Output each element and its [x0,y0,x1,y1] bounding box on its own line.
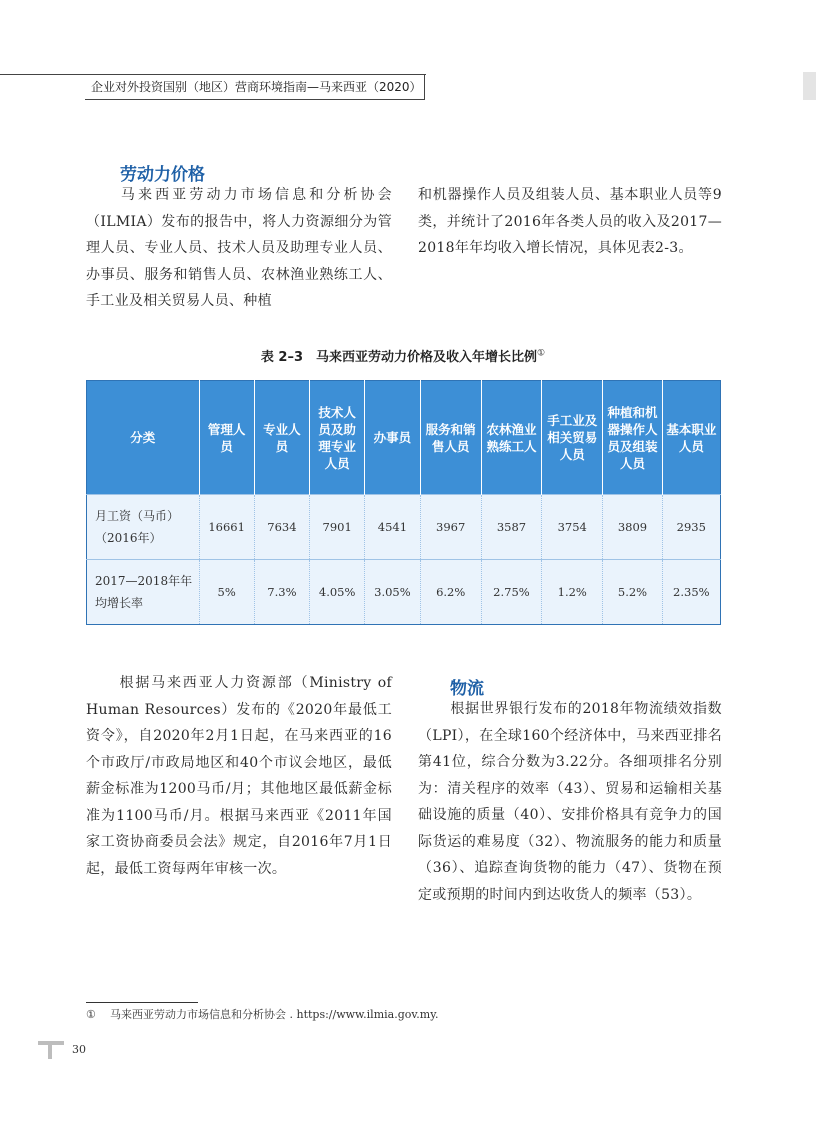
table-cell: 4541 [365,495,420,560]
footnote-text: 马来西亚劳动力市场信息和分析协会 . https://www.ilmia.gov.my. [110,1008,439,1021]
table-header-cell: 专业人员 [254,381,309,495]
table-cell: 4.05% [310,560,365,625]
table-caption: 表 2–3 马来西亚劳动力价格及收入年增长比例① [260,348,546,365]
table-row-monthly-wage [87,495,721,560]
row-label: 月工资（马币）（2016年） [87,495,200,560]
page-edge-tab [803,72,816,100]
table-cell: 6.2% [420,560,481,625]
paragraph-logistics: 根据世界银行发布的2018年物流绩效指数（LPI），在全球160个经济体中，马来西亚排名第41位，综合分数为3.22分。各细项排名分别为：清关程序的效率（43）、贸易和运输相关基础设施的质量（40）、安排价格具有竞争力的国际货运的难易度（32）、物流服务的能力和质量（36）、追踪查询货物的能力（47）、货物在预定或预期的时间内到达收货人的频率（53）。 [418,701,722,903]
table-header-cell: 办事员 [365,381,420,495]
footnote [86,1006,438,1022]
table-cell: 2.35% [662,560,720,625]
table-header-cell: 种植和机器操作人员及组装人员 [603,381,662,495]
section-title-logistics: 物流 [450,679,484,699]
labor-price-table [86,380,721,625]
section-title-labor-price: 劳动力价格 [120,165,205,185]
table-cell: 2935 [662,495,720,560]
table-cell: 16661 [199,495,254,560]
paragraph-labor-left: 马来西亚劳动力市场信息和分析协会（ILMIA）发布的报告中，将人力资源细分为管理人员、专业人员、技术人员及助理专业人员、办事员、服务和销售人员、农林渔业熟练工人、手工业及相关贸易人员、种植 [86,187,392,309]
table-cell: 3754 [542,495,603,560]
table-header-cell: 农林渔业熟练工人 [481,381,541,495]
table-cell: 7634 [254,495,309,560]
paragraph-min-wage: 根据马来西亚人力资源部（Ministry of Human Resources）发布的《2020年最低工资令》，自2020年2月1日起，在马来西亚的16个市政厅/市政局地区和40个市议会地区，最低薪金标准为1200马币/月；其他地区最低薪金标准为1100马币/月。根据马来西亚《2011年国家工资协商委员会法》规定，自2016年7月1日起，最低工资每两年审核一次。 [86,675,392,877]
paragraph-labor-right: 和机器操作人员及组装人员、基本职业人员等9类，并统计了2016年各类人员的收入及2017—2018年年均收入增长情况，具体见表2-3。 [418,187,722,256]
table-header-cell: 技术人员及助理专业人员 [310,381,365,495]
table-cell: 5% [199,560,254,625]
table-header-cell: 基本职业人员 [662,381,720,495]
row-label: 2017—2018年年均增长率 [87,560,200,625]
table-cell: 1.2% [542,560,603,625]
table-header-cell: 服务和销售人员 [420,381,481,495]
table-cell: 7.3% [254,560,309,625]
table-cell: 3809 [603,495,662,560]
table-cell: 3.05% [365,560,420,625]
footnote-rule [86,1002,198,1003]
table-row-growth-rate [87,560,721,625]
table-header-cell: 分类 [87,381,200,495]
page-marker-icon [38,1038,66,1060]
page-number: 30 [72,1043,86,1056]
running-header: 企业对外投资国别（地区）营商环境指南—马来西亚（2020） [85,75,425,100]
table-header-row [87,381,721,495]
footnote-mark: ① [86,1008,96,1021]
table-cell: 7901 [310,495,365,560]
table-cell: 5.2% [603,560,662,625]
table-cell: 3587 [481,495,541,560]
table-cell: 2.75% [481,560,541,625]
table-header-cell: 手工业及相关贸易人员 [542,381,603,495]
table-cell: 3967 [420,495,481,560]
table-header-cell: 管理人员 [199,381,254,495]
